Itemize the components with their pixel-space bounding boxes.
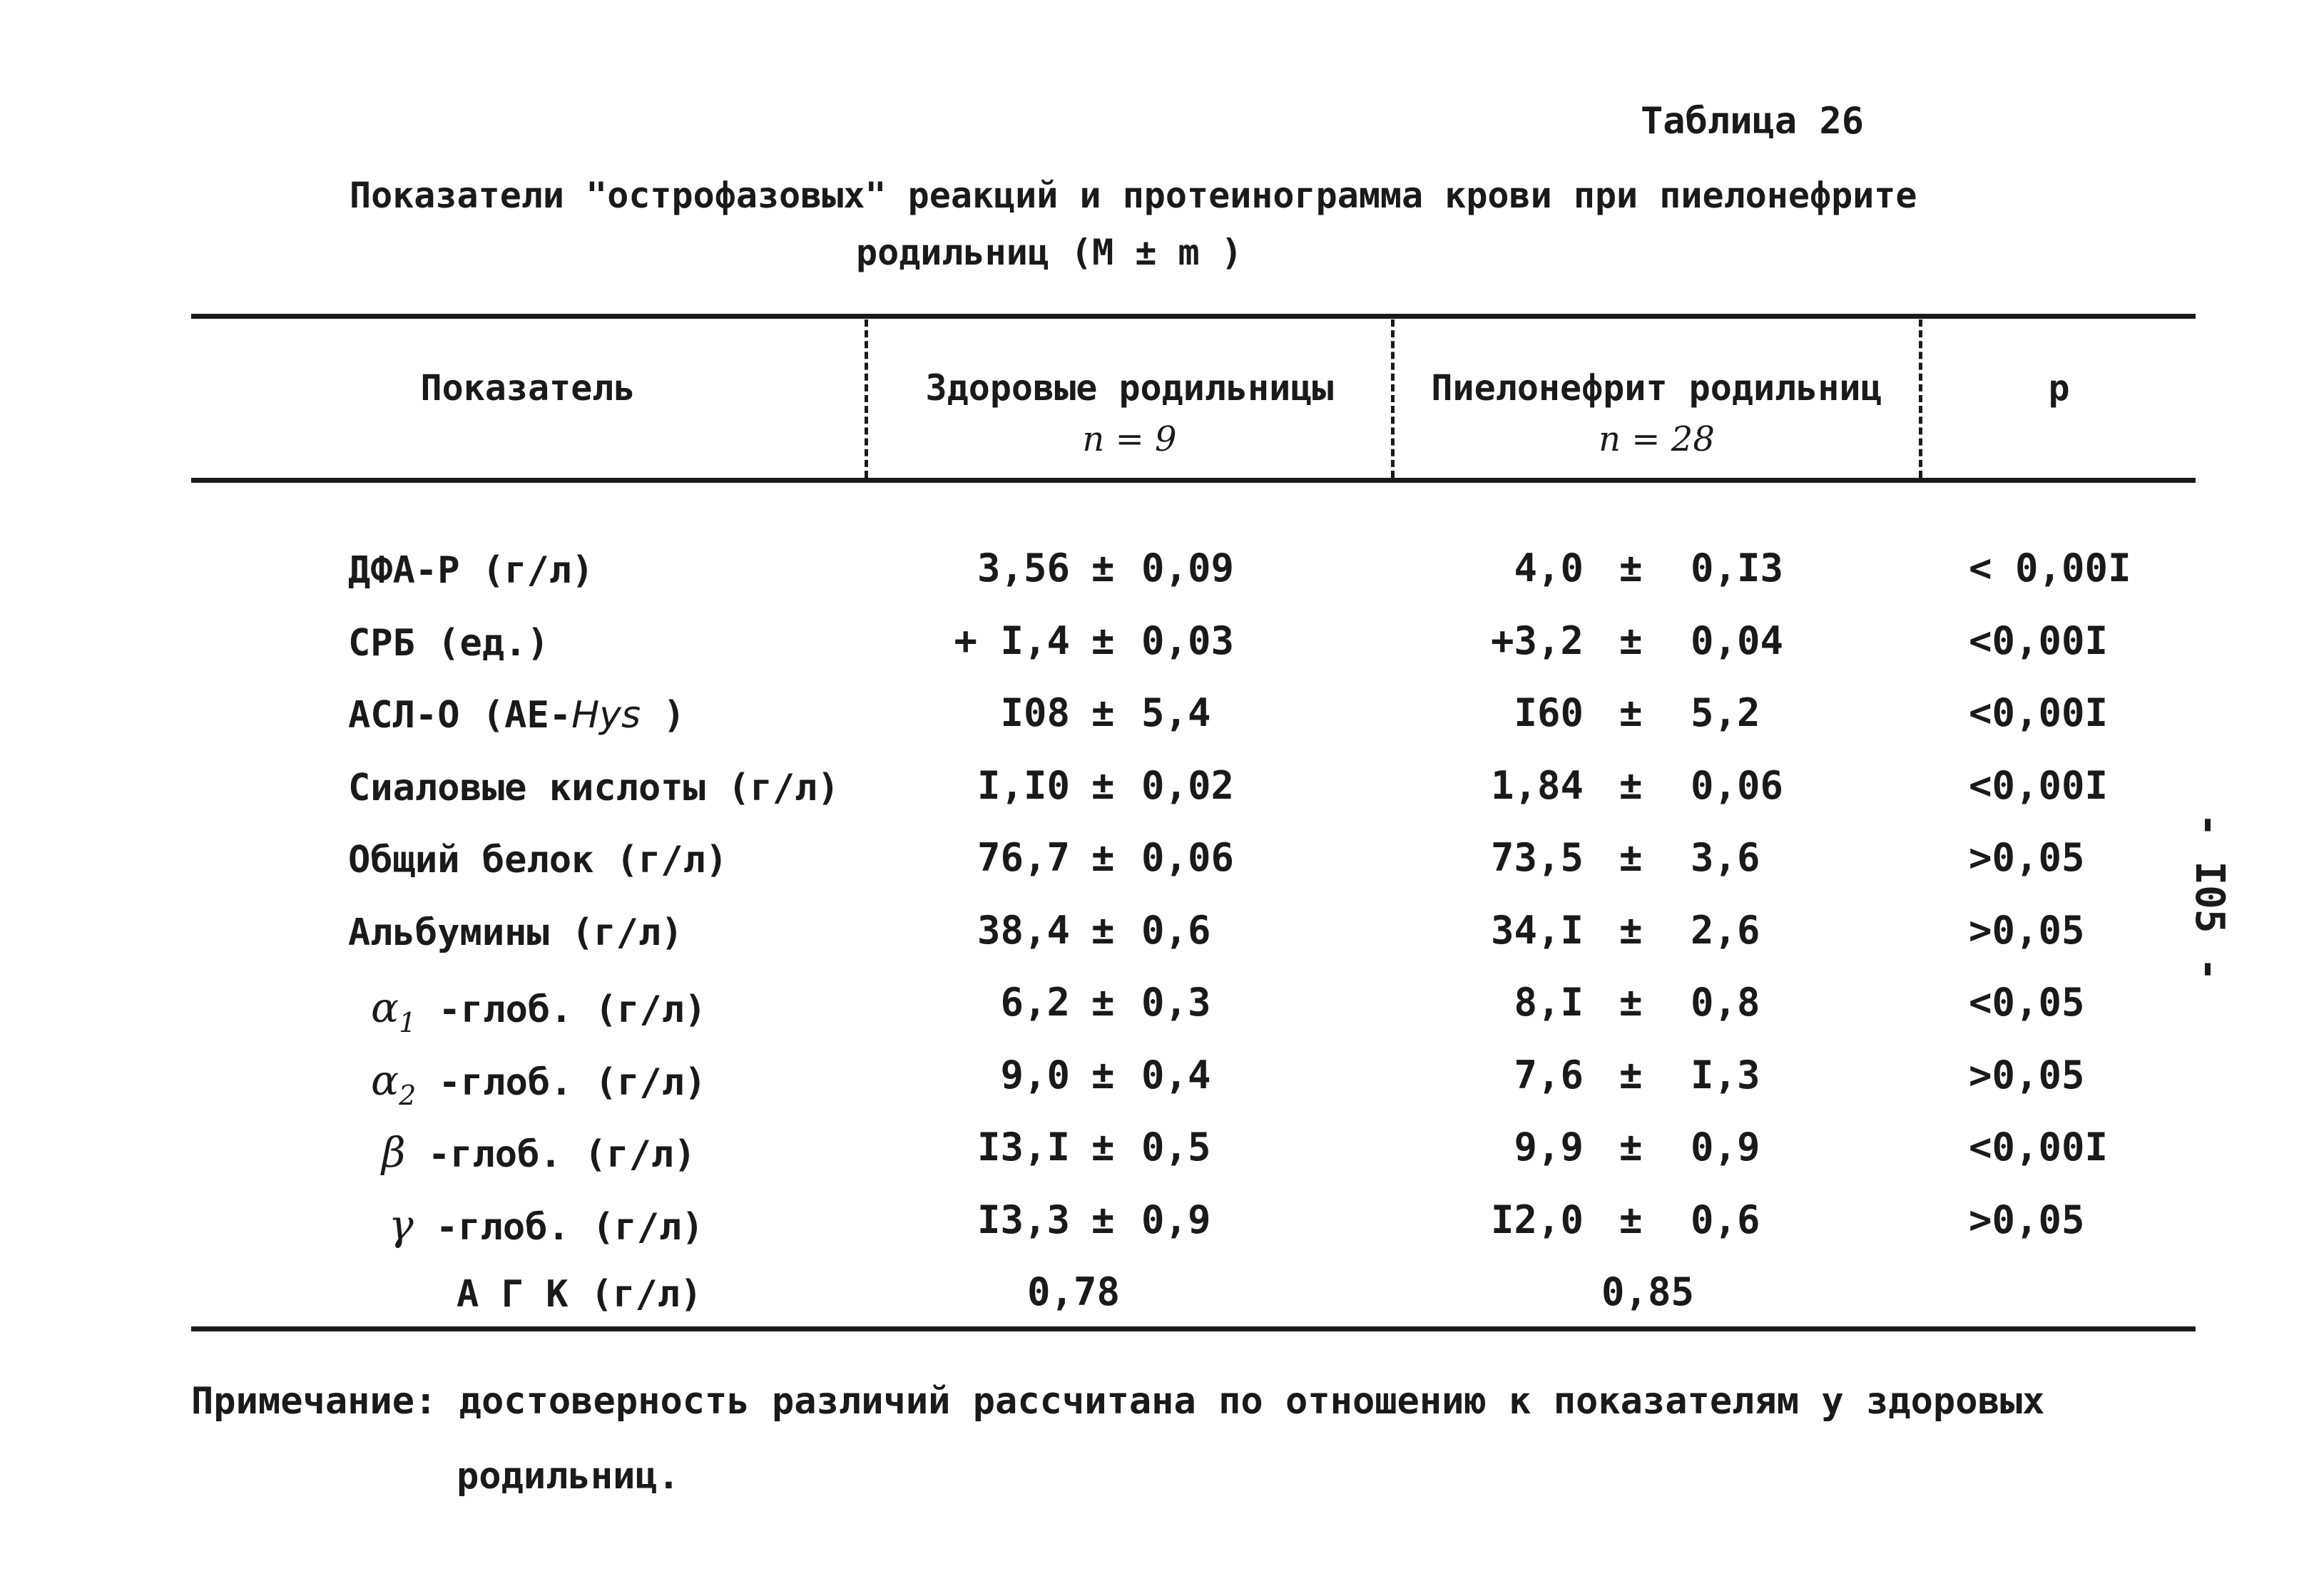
healthy-plusminus: ±: [1091, 980, 1115, 1025]
pyelo-mean: 1,84: [1490, 763, 1584, 808]
pyelo-value: 0,85: [1601, 1269, 1695, 1314]
healthy-plusminus: ±: [1091, 618, 1115, 663]
row-label: [371, 983, 706, 1038]
pyelo-mean: 4,0: [1514, 546, 1584, 590]
row-label-text: -глоб. (г/л): [416, 988, 707, 1031]
pyelo-error: 5,2: [1691, 690, 1760, 735]
pyelo-mean: +3,2: [1490, 618, 1584, 663]
pyelo-mean: I2,0: [1490, 1197, 1584, 1242]
healthy-plusminus: ±: [1091, 1125, 1115, 1170]
healthy-error: 0,5: [1141, 1125, 1211, 1170]
row-label-prefix: АСЛ-О (АЕ-: [348, 694, 572, 737]
header-healthy: Здоровые родильницы: [925, 367, 1334, 409]
row-label-italic: Hys: [571, 694, 641, 737]
healthy-mean: 6,2: [1000, 980, 1070, 1025]
healthy-mean: I3,3: [977, 1197, 1070, 1242]
p-value: >0,05: [1969, 1053, 2085, 1098]
healthy-error: 0,3: [1141, 980, 1211, 1025]
healthy-mean: I08: [1000, 690, 1070, 735]
healthy-mean: 38,4: [977, 908, 1070, 953]
header-pyelo-n: [1395, 419, 1919, 459]
row-label: [348, 694, 685, 737]
table-note-line1: Примечание: достоверность различий рассчитана по отношению к показателям у здоровых: [191, 1380, 2045, 1423]
healthy-plusminus: ±: [1091, 690, 1115, 735]
table-title-line1: Показатели "острофазовых" реакций и протеинограмма крови при пиелонефрите: [350, 175, 1917, 216]
pyelo-mean: 9,9: [1514, 1125, 1584, 1170]
healthy-error: 0,9: [1141, 1197, 1211, 1242]
row-label: ДФА-Р (г/л): [348, 549, 594, 592]
pyelo-plusminus: ±: [1619, 1197, 1643, 1242]
header-pyelo: Пиелонефрит родильниц: [1431, 367, 1882, 409]
row-label-text: -глоб. (г/л): [405, 1133, 696, 1176]
healthy-error: 0,06: [1141, 835, 1235, 880]
pyelo-error: 0,04: [1691, 618, 1784, 663]
healthy-plusminus: ±: [1091, 546, 1115, 590]
p-value: < 0,00I: [1969, 546, 2131, 590]
header-p: р: [2048, 367, 2070, 409]
healthy-plusminus: ±: [1091, 835, 1115, 880]
healthy-error: 0,03: [1141, 618, 1235, 663]
healthy-error: 0,4: [1141, 1053, 1211, 1098]
row-label: Общий белок (г/л): [348, 839, 728, 881]
healthy-plusminus: ±: [1091, 763, 1115, 808]
table-top-rule: [191, 314, 2196, 319]
pyelo-plusminus: ±: [1619, 618, 1643, 663]
p-value: <0,00I: [1969, 1125, 2109, 1170]
p-value: >0,05: [1969, 908, 2085, 953]
row-label-text: -глоб. (г/л): [413, 1206, 704, 1249]
healthy-plusminus: ±: [1091, 1197, 1115, 1242]
pyelo-plusminus: ±: [1619, 763, 1643, 808]
healthy-error: 5,4: [1141, 690, 1211, 735]
pyelo-error: 0,8: [1691, 980, 1760, 1025]
pyelo-mean: I60: [1514, 690, 1584, 735]
row-label-suffix: ): [641, 694, 685, 737]
p-value: >0,05: [1969, 1197, 2085, 1242]
pyelo-error: 0,9: [1691, 1125, 1760, 1170]
pyelo-plusminus: ±: [1619, 908, 1643, 953]
greek-symbol: β: [382, 1128, 406, 1177]
header-healthy-n: [868, 419, 1391, 459]
pyelo-error: 0,06: [1691, 763, 1784, 808]
healthy-plusminus: ±: [1091, 908, 1115, 953]
row-label: Сиаловые кислоты (г/л): [348, 767, 840, 809]
pyelo-plusminus: ±: [1619, 690, 1643, 735]
healthy-value: 0,78: [1027, 1269, 1121, 1314]
pyelo-error: 2,6: [1691, 908, 1760, 953]
pyelo-mean: 8,I: [1514, 980, 1584, 1025]
table-note-line2: родильниц.: [457, 1455, 681, 1498]
table-header-rule: [191, 478, 2196, 483]
healthy-mean: 3,56: [977, 546, 1070, 590]
healthy-error: 0,02: [1141, 763, 1235, 808]
healthy-mean: + I,4: [954, 618, 1070, 663]
p-value: <0,00I: [1969, 763, 2109, 808]
healthy-mean: I3,I: [977, 1125, 1070, 1170]
pyelo-plusminus: ±: [1619, 835, 1643, 880]
healthy-mean: 9,0: [1000, 1053, 1070, 1098]
healthy-error: 0,6: [1141, 908, 1211, 953]
pyelo-error: 3,6: [1691, 835, 1760, 880]
p-value: <0,05: [1969, 980, 2085, 1025]
row-label: Альбумины (г/л): [348, 911, 683, 954]
page-number: - I05 -: [2186, 813, 2233, 982]
row-label: [389, 1201, 704, 1249]
greek-symbol: α: [371, 1056, 399, 1105]
healthy-mean: I,I0: [977, 763, 1070, 808]
p-value: >0,05: [1969, 835, 2085, 880]
table-number: Таблица 26: [1641, 100, 1865, 143]
header-healthy-n-text: n = 9: [1082, 419, 1177, 459]
greek-symbol: α: [371, 983, 399, 1032]
pyelo-plusminus: ±: [1619, 1053, 1643, 1098]
healthy-error: 0,09: [1141, 546, 1235, 590]
pyelo-error: 0,I3: [1691, 546, 1784, 590]
row-label-text: -глоб. (г/л): [416, 1061, 707, 1104]
pyelo-mean: 34,I: [1490, 908, 1584, 953]
row-label: СРБ (ед.): [348, 622, 549, 665]
pyelo-plusminus: ±: [1619, 1125, 1643, 1170]
pyelo-error: I,3: [1691, 1053, 1760, 1098]
pyelo-mean: 73,5: [1490, 835, 1584, 880]
greek-subscript: 2: [399, 1080, 417, 1111]
table-bottom-rule: [191, 1326, 2196, 1331]
healthy-plusminus: ±: [1091, 1053, 1115, 1098]
p-value: <0,00I: [1969, 690, 2109, 735]
pyelo-plusminus: ±: [1619, 546, 1643, 590]
row-label: [382, 1128, 696, 1177]
greek-symbol: γ: [389, 1201, 414, 1249]
header-pyelo-n-text: n = 28: [1599, 419, 1715, 459]
pyelo-mean: 7,6: [1514, 1053, 1584, 1098]
healthy-mean: 76,7: [977, 835, 1070, 880]
p-value: <0,00I: [1969, 618, 2109, 663]
pyelo-error: 0,6: [1691, 1197, 1760, 1242]
row-label: А Г К (г/л): [457, 1273, 703, 1316]
header-indicator: Показатель: [420, 367, 636, 409]
row-label: [371, 1056, 706, 1111]
table-title-line2: родильниц (М ± m ): [856, 232, 1243, 273]
pyelo-plusminus: ±: [1619, 980, 1643, 1025]
greek-subscript: 1: [399, 1007, 417, 1038]
